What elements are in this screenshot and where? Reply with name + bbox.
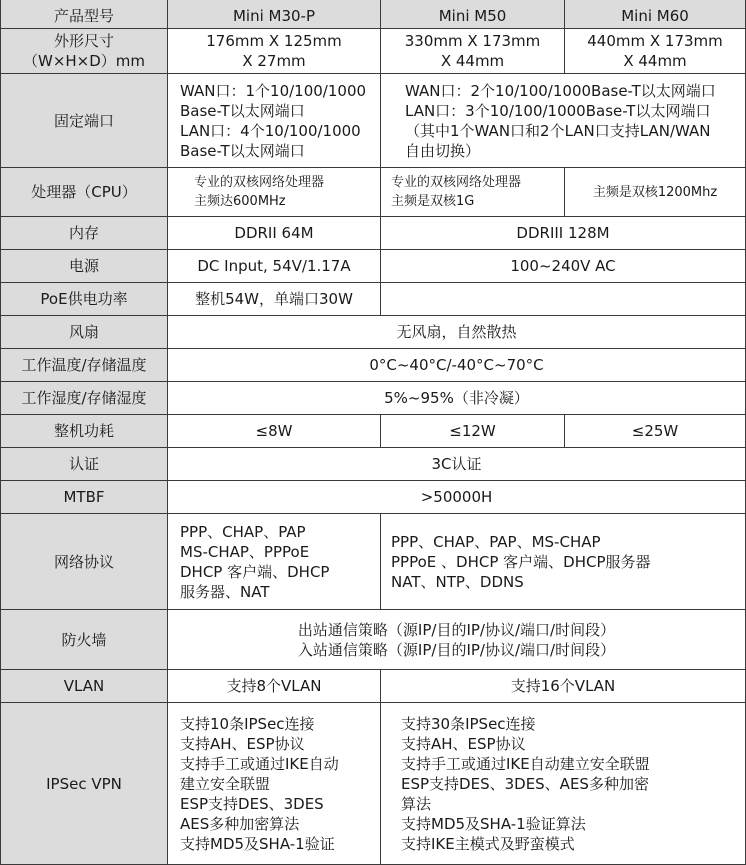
certification-label: 认证 [1, 448, 168, 481]
vlan-m30: 支持8个VLAN [168, 670, 381, 703]
memory-label: 内存 [1, 217, 168, 250]
consumption-label: 整机功耗 [1, 415, 168, 448]
ipsec-m50-m60: 支持30条IPSec连接 支持AH、ESP协议 支持手工或通过IKE自动建立安全联盟 ESP支持DES、3DES、AES多种加密 算法 支持MD5及SHA-1验证算法 支持IKE主模式及野蛮模式 [381, 703, 746, 865]
protocols-label: 网络协议 [1, 514, 168, 610]
vlan-row [1, 670, 746, 703]
mtbf-row [1, 481, 746, 514]
humidity-value: 5%~95%（非冷凝） [168, 382, 746, 415]
poe-m50-m60 [381, 283, 746, 316]
power-m50-m60: 100~240V AC [381, 250, 746, 283]
cpu-m60: 主频是双核1200Mhz [565, 168, 746, 217]
mtbf-value: >50000H [168, 481, 746, 514]
certification-row [1, 448, 746, 481]
vlan-label: VLAN [1, 670, 168, 703]
ports-row [1, 74, 746, 168]
poe-m30: 整机54W，单端口30W [168, 283, 381, 316]
vlan-m50-m60: 支持16个VLAN [381, 670, 746, 703]
consumption-row [1, 415, 746, 448]
power-label: 电源 [1, 250, 168, 283]
fan-label: 风扇 [1, 316, 168, 349]
ipsec-label: IPSec VPN [1, 703, 168, 865]
memory-m50-m60: DDRIII 128M [381, 217, 746, 250]
humidity-row [1, 382, 746, 415]
protocols-m50-m60: PPP、CHAP、PAP、MS-CHAP PPPoE 、DHCP 客户端、DHCP服务器 NAT、NTP、DDNS [381, 514, 746, 610]
firewall-value: 出站通信策略（源IP/目的IP/协议/端口/时间段） 入站通信策略（源IP/目的IP/协议/端口/时间段） [168, 610, 746, 670]
ipsec-row [1, 703, 746, 865]
dimensions-m50: 330mm X 173mm X 44mm [381, 29, 565, 74]
memory-row [1, 217, 746, 250]
header-m50: Mini M50 [381, 0, 565, 29]
dimensions-label: 外形尺寸 （W×H×D）mm [1, 29, 168, 74]
consumption-m30: ≤8W [168, 415, 381, 448]
humidity-label: 工作湿度/存储湿度 [1, 382, 168, 415]
cpu-row [1, 168, 746, 217]
ports-label: 固定端口 [1, 74, 168, 168]
header-m60: Mini M60 [565, 0, 746, 29]
dimensions-m30: 176mm X 125mm X 27mm [168, 29, 381, 74]
cpu-m50: 专业的双核网络处理器 主频是双核1G [381, 168, 565, 217]
mtbf-label: MTBF [1, 481, 168, 514]
ipsec-m30: 支持10条IPSec连接 支持AH、ESP协议 支持手工或通过IKE自动 建立安全联盟 ESP支持DES、3DES AES多种加密算法 支持MD5及SHA-1验证 [168, 703, 381, 865]
power-m30: DC Input, 54V/1.17A [168, 250, 381, 283]
poe-label: PoE供电功率 [1, 283, 168, 316]
protocols-row [1, 514, 746, 610]
dimensions-row [1, 29, 746, 74]
cpu-m30: 专业的双核网络处理器 主频达600MHz [168, 168, 381, 217]
fan-value: 无风扇，自然散热 [168, 316, 746, 349]
temperature-label: 工作温度/存储温度 [1, 349, 168, 382]
temperature-value: 0°C~40°C/-40°C~70°C [168, 349, 746, 382]
protocols-m30: PPP、CHAP、PAP MS-CHAP、PPPoE DHCP 客户端、DHCP 服务器、NAT [168, 514, 381, 610]
certification-value: 3C认证 [168, 448, 746, 481]
header-m30p: Mini M30-P [168, 0, 381, 29]
ports-m30: WAN口：1个10/100/1000 Base-T以太网端口 LAN口：4个10/100/1000 Base-T以太网端口 [168, 74, 381, 168]
power-row [1, 250, 746, 283]
fan-row [1, 316, 746, 349]
dimensions-m60: 440mm X 173mm X 44mm [565, 29, 746, 74]
cpu-label: 处理器（CPU） [1, 168, 168, 217]
firewall-label: 防火墙 [1, 610, 168, 670]
memory-m30: DDRII 64M [168, 217, 381, 250]
ports-m50-m60: WAN口：2个10/100/1000Base-T以太网端口 LAN口：3个10/100/1000Base-T以太网端口 （其中1个WAN口和2个LAN口支持LAN/WAN 自由切换） [381, 74, 746, 168]
header-row [1, 0, 746, 29]
temperature-row [1, 349, 746, 382]
firewall-row [1, 610, 746, 670]
consumption-m50: ≤12W [381, 415, 565, 448]
header-model-label: 产品型号 [1, 0, 168, 29]
consumption-m60: ≤25W [565, 415, 746, 448]
poe-row [1, 283, 746, 316]
